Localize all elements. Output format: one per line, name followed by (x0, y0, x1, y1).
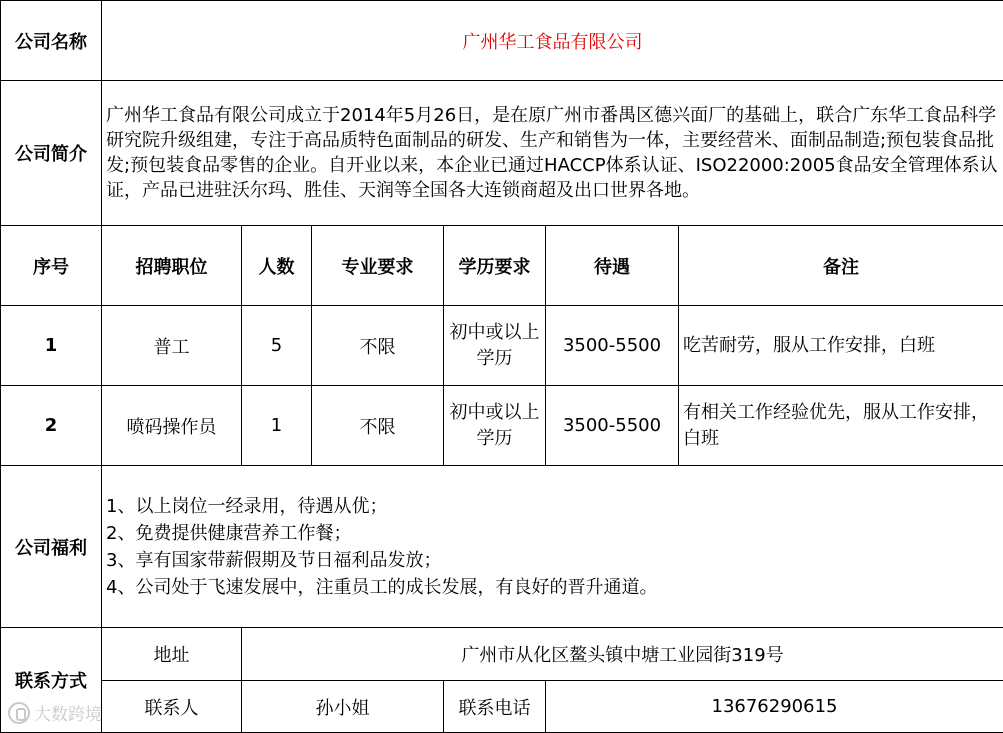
company-intro-text: 广州华工食品有限公司成立于2014年5月26日，是在原广州市番禺区德兴面厂的基础上，联合广东华工食品科学研究院升级组建，专注于高品质特色面制品的研发、生产和销售为一体，主要经营米、面制品制造;预包装食品批发;预包装食品零售的企业。自开业以来，本企业已通过HACCP体系认证、ISO22000:2005食品安全管理体系认证，产品已进驻沃尔玛、胜佳、天润等全国各大连锁商超及出口世界各地。 (102, 81, 1003, 226)
header-salary: 待遇 (546, 226, 679, 306)
company-intro-row (1, 81, 1003, 226)
contact-address-row (1, 628, 1003, 681)
table-row (1, 306, 1003, 386)
benefit-item: 1、以上岗位一经录用，待遇从优； (106, 493, 999, 520)
phone-value: 13676290615 (546, 681, 1003, 733)
company-name-row (1, 1, 1003, 81)
table-row (1, 386, 1003, 466)
benefits-label: 公司福利 (1, 466, 102, 628)
row-education: 初中或以上学历 (444, 306, 546, 386)
row-position: 喷码操作员 (102, 386, 242, 466)
row-note: 吃苦耐劳，服从工作安排，白班 (679, 306, 1003, 386)
row-no: 1 (1, 306, 102, 386)
address-label: 地址 (102, 628, 242, 681)
row-count: 5 (242, 306, 312, 386)
row-major: 不限 (312, 386, 444, 466)
header-no: 序号 (1, 226, 102, 306)
benefit-item: 3、享有国家带薪假期及节日福利品发放； (106, 547, 999, 574)
phone-label: 联系电话 (444, 681, 546, 733)
watermark-logo-icon (8, 702, 30, 724)
row-no: 2 (1, 386, 102, 466)
benefit-item: 2、免费提供健康营养工作餐； (106, 520, 999, 547)
benefits-row (1, 466, 1003, 628)
row-major: 不限 (312, 306, 444, 386)
benefits-list (102, 466, 1003, 628)
company-name: 广州华工食品有限公司 (102, 1, 1003, 81)
header-count: 人数 (242, 226, 312, 306)
row-salary: 3500-5500 (546, 306, 679, 386)
row-count: 1 (242, 386, 312, 466)
person-label: 联系人 (102, 681, 242, 733)
person-value: 孙小姐 (242, 681, 444, 733)
address-value: 广州市从化区鳌头镇中塘工业园街319号 (242, 628, 1003, 681)
company-name-label: 公司名称 (1, 1, 102, 81)
contact-label: 联系方式 (1, 628, 102, 733)
header-position: 招聘职位 (102, 226, 242, 306)
header-major: 专业要求 (312, 226, 444, 306)
company-intro-label: 公司简介 (1, 81, 102, 226)
watermark-text: 大数跨境 (34, 700, 102, 725)
header-education: 学历要求 (444, 226, 546, 306)
benefit-item: 4、公司处于飞速发展中，注重员工的成长发展，有良好的晋升通道。 (106, 574, 999, 601)
contact-person-row (1, 681, 1003, 733)
watermark (8, 700, 102, 725)
row-position: 普工 (102, 306, 242, 386)
row-salary: 3500-5500 (546, 386, 679, 466)
header-note: 备注 (679, 226, 1003, 306)
row-note: 有相关工作经验优先，服从工作安排，白班 (679, 386, 1003, 466)
row-education: 初中或以上学历 (444, 386, 546, 466)
table-header-row (1, 226, 1003, 306)
